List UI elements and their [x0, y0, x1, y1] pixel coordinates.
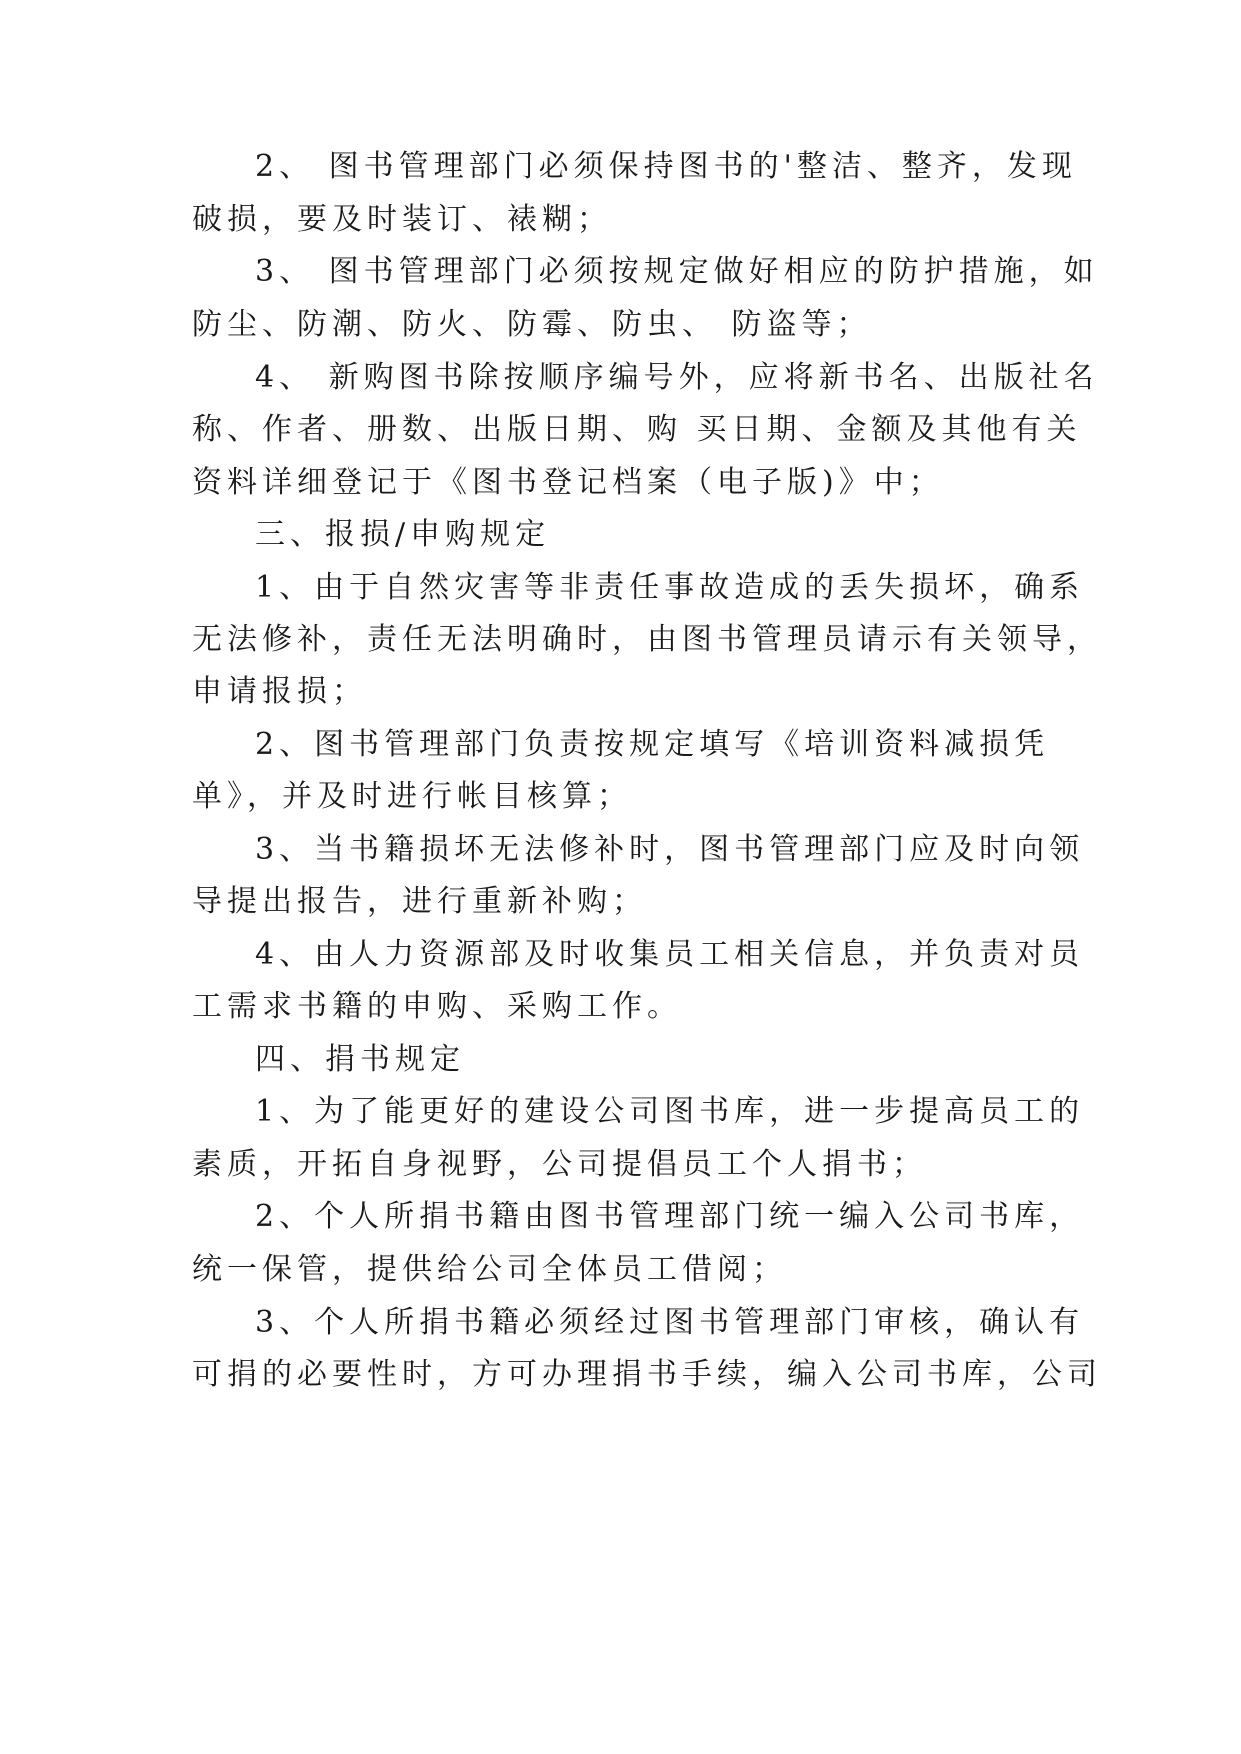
text-line: 统一保管，提供给公司全体员工借阅；: [192, 1252, 787, 1287]
text-line: 2、个人所捐书籍由图书管理部门统一编入公司书库，: [255, 1199, 1085, 1234]
text-line: 工需求书籍的申购、采购工作。: [192, 989, 682, 1024]
text-line: 破损，要及时装订、裱糊；: [192, 202, 612, 237]
text-line: 3、当书籍损坏无法修补时，图书管理部门应及时向领: [255, 832, 1085, 867]
text-line: 可捐的必要性时，方可办理捐书手续，编入公司书库，公司: [192, 1357, 1102, 1392]
text-line: 单》，并及时进行帐目核算；: [192, 779, 632, 814]
text-line: 1、由于自然灾害等非责任事故造成的丢失损坏，确系: [255, 570, 1085, 605]
text-line: 无法修补，责任无法明确时，由图书管理员请示有关领导，: [192, 622, 1102, 657]
text-line: 2、 图书管理部门必须保持图书的'整洁、整齐，发现: [255, 149, 1077, 184]
text-line: 2、图书管理部门负责按规定填写《培训资料减损凭: [255, 727, 1050, 762]
text-line: 3、个人所捐书籍必须经过图书管理部门审核，确认有: [255, 1305, 1085, 1340]
section-heading: 四、捐书规定: [255, 1042, 465, 1077]
text-line: 1、为了能更好的建设公司图书库，进一步提高员工的: [255, 1094, 1085, 1129]
text-line: 4、 新购图书除按顺序编号外，应将新书名、出版社名: [255, 360, 1099, 395]
text-line: 申请报损；: [192, 674, 367, 709]
text-line: 4、由人力资源部及时收集员工相关信息，并负责对员: [255, 937, 1085, 972]
text-line: 素质，开拓自身视野，公司提倡员工个人捐书；: [192, 1147, 927, 1182]
text-line: 资料详细登记于《图书登记档案（电子版)》中；: [192, 465, 944, 500]
text-line: 称、作者、册数、出版日期、购 买日期、金额及其他有关: [192, 412, 1082, 447]
text-line: 防尘、防潮、防火、防霉、防虫、 防盗等；: [192, 307, 872, 342]
section-heading: 三、报损/申购规定: [255, 517, 551, 552]
text-line: 3、 图书管理部门必须按规定做好相应的防护措施，如: [255, 254, 1099, 289]
text-line: 导提出报告，进行重新补购；: [192, 884, 647, 919]
